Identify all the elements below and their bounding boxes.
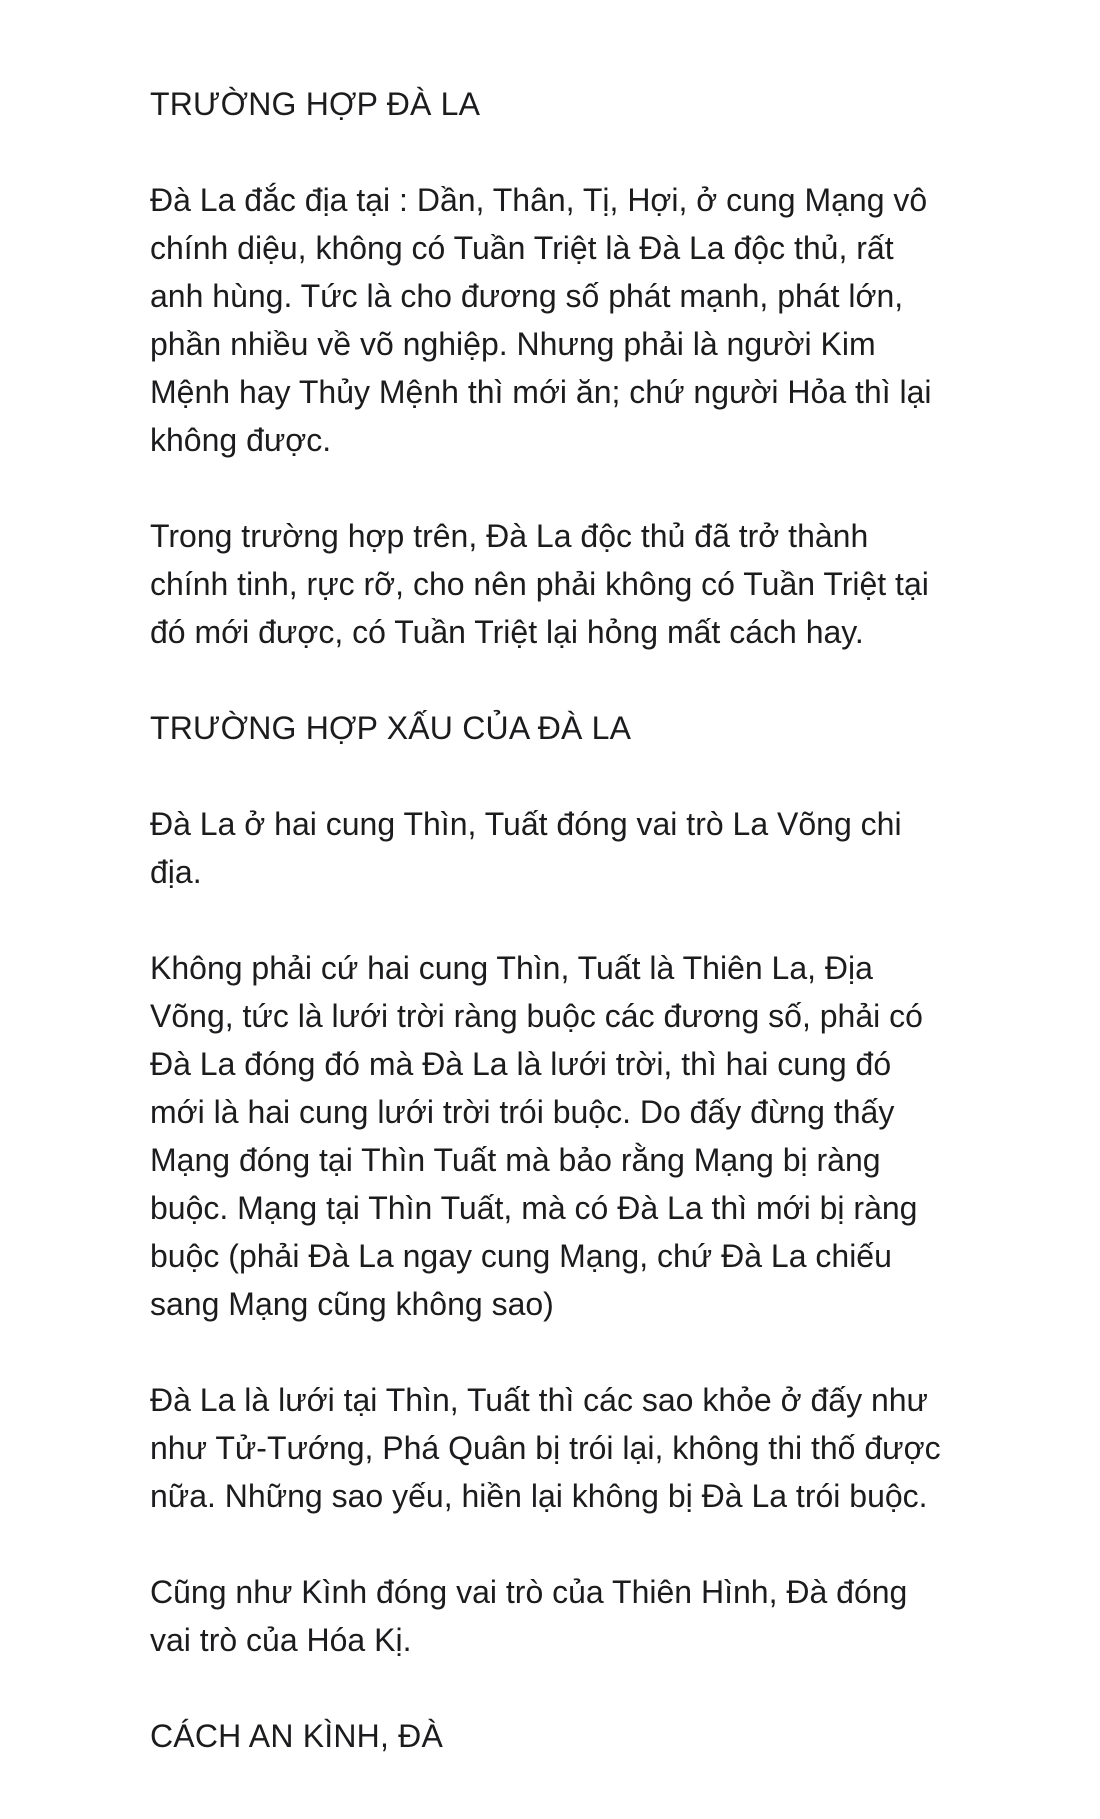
paragraph-5 (150, 1376, 1080, 1520)
text-line: địa. (150, 854, 202, 890)
text-line: đó mới được, có Tuần Triệt lại hỏng mất cách hay. (150, 614, 864, 650)
document-body (150, 80, 1080, 1760)
text-line: Đà La ở hai cung Thìn, Tuất đóng vai trò La Võng chi (150, 806, 902, 842)
text-line: Đà La đắc địa tại : Dần, Thân, Tị, Hợi, ở cung Mạng vô (150, 182, 928, 218)
text-line: chính diệu, không có Tuần Triệt là Đà La độc thủ, rất (150, 230, 894, 266)
text-line: như Tử-Tướng, Phá Quân bị trói lại, không thi thố được (150, 1430, 941, 1466)
paragraph-gap (150, 896, 1080, 944)
text-line: Đà La đóng đó mà Đà La là lưới trời, thì hai cung đó (150, 1046, 892, 1082)
text-line: sang Mạng cũng không sao) (150, 1286, 554, 1322)
paragraph-2 (150, 512, 1080, 656)
text-line: mới là hai cung lưới trời trói buộc. Do đấy đừng thấy (150, 1094, 895, 1130)
section-heading-an-kinh-da: CÁCH AN KÌNH, ĐÀ (150, 1718, 444, 1754)
text-line: Trong trường hợp trên, Đà La độc thủ đã trở thành (150, 518, 869, 554)
paragraph-gap (150, 752, 1080, 800)
paragraph-gap (150, 656, 1080, 704)
text-line: Cũng như Kình đóng vai trò của Thiên Hình, Đà đóng (150, 1574, 908, 1610)
text-line: buộc. Mạng tại Thìn Tuất, mà có Đà La thì mới bị ràng (150, 1190, 918, 1226)
paragraph-gap (150, 464, 1080, 512)
text-line: anh hùng. Tức là cho đương số phát mạnh, phát lớn, (150, 278, 904, 314)
text-line: Võng, tức là lưới trời ràng buộc các đương số, phải có (150, 998, 923, 1034)
text-line: Mạng đóng tại Thìn Tuất mà bảo rằng Mạng bị ràng (150, 1142, 881, 1178)
text-line: buộc (phải Đà La ngay cung Mạng, chứ Đà La chiếu (150, 1238, 892, 1274)
paragraph-gap (150, 1664, 1080, 1712)
paragraph-6 (150, 1568, 1080, 1664)
text-line: Đà La là lưới tại Thìn, Tuất thì các sao khỏe ở đấy như (150, 1382, 928, 1418)
paragraph-gap (150, 1328, 1080, 1376)
text-line: không được. (150, 422, 332, 458)
paragraph-3 (150, 800, 1080, 896)
paragraph-gap (150, 1520, 1080, 1568)
text-line: Không phải cứ hai cung Thìn, Tuất là Thiên La, Địa (150, 950, 873, 986)
section-heading-bad-case: TRƯỜNG HỢP XẤU CỦA ĐÀ LA (150, 710, 632, 746)
section-heading-da-la: TRƯỜNG HỢP ĐÀ LA (150, 86, 481, 122)
paragraph-1 (150, 176, 1080, 464)
text-line: chính tinh, rực rỡ, cho nên phải không có Tuần Triệt tại (150, 566, 929, 602)
text-line: phần nhiều về võ nghiệp. Nhưng phải là người Kim (150, 326, 876, 362)
paragraph-4 (150, 944, 1080, 1328)
text-line: Mệnh hay Thủy Mệnh thì mới ăn; chứ người Hỏa thì lại (150, 374, 932, 410)
text-line: vai trò của Hóa Kị. (150, 1622, 412, 1658)
text-line: nữa. Những sao yếu, hiền lại không bị Đà La trói buộc. (150, 1478, 928, 1514)
paragraph-gap (150, 128, 1080, 176)
